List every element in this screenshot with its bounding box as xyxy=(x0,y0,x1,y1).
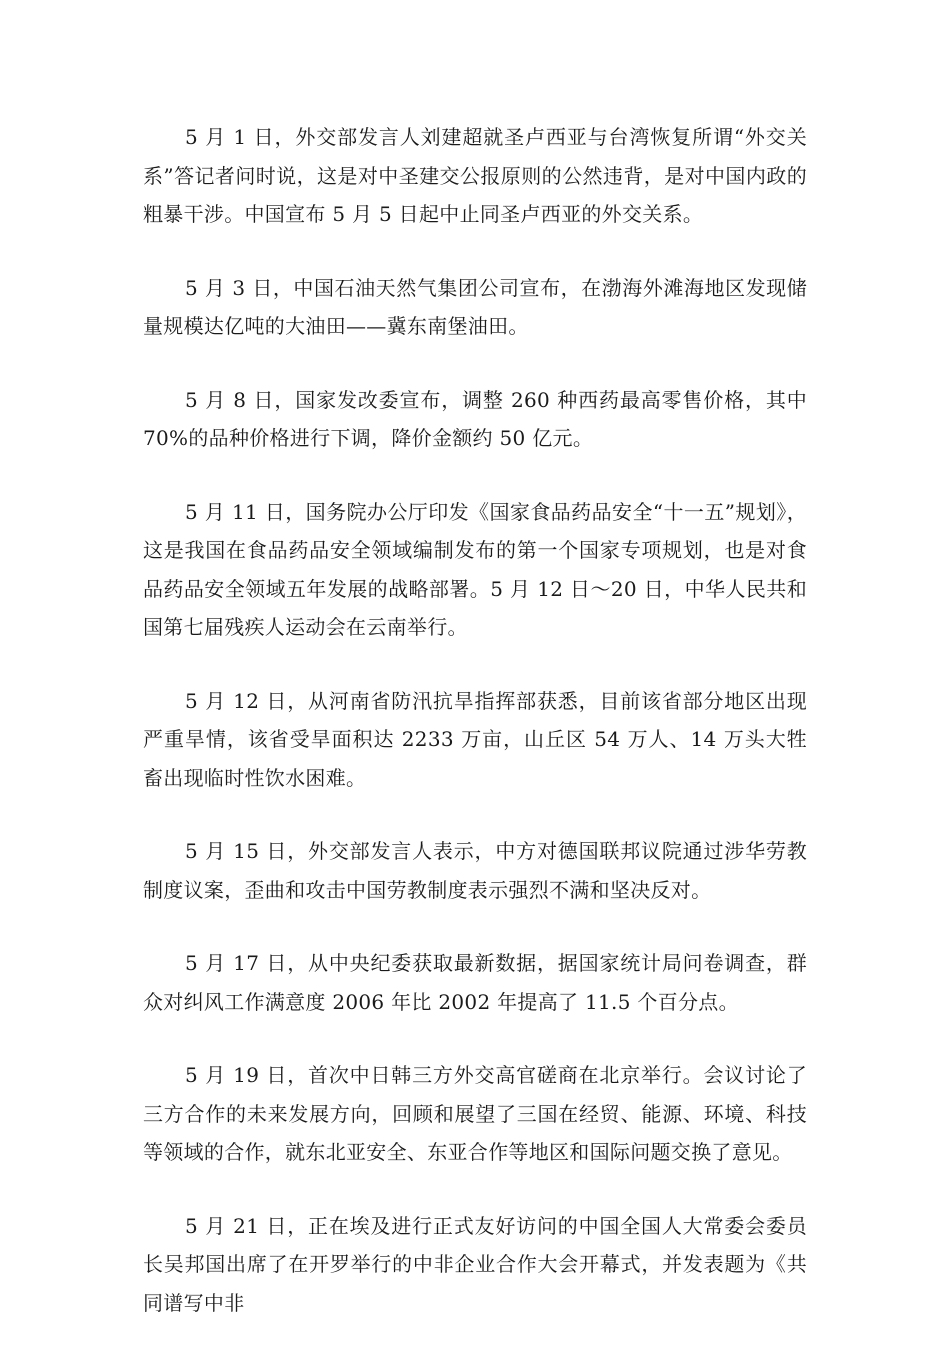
paragraph-may-15: 5 月 15 日，外交部发言人表示，中方对德国联邦议院通过涉华劳教制度议案，歪曲和攻击中国劳教制度表示强烈不满和坚决反对。 xyxy=(143,839,807,902)
paragraph-may-8: 5 月 8 日，国家发改委宣布，调整 260 种西药最高零售价格，其中 70%的品种价格进行下调，降价金额约 50 亿元。 xyxy=(143,387,807,450)
paragraph-may-11: 5 月 11 日，国务院办公厅印发《国家食品药品安全“十一五”规划》，这是我国在食品药品安全领域编制发布的第一个国家专项规划，也是对食品药品安全领域五年发展的战略部署。5 月 12 日～20 日，中华人民共和国第七届残疾人运动会在云南举行。 xyxy=(143,499,807,639)
paragraph-may-12: 5 月 12 日，从河南省防汛抗旱指挥部获悉，目前该省部分地区出现严重旱情，该省受旱面积达 2233 万亩，山丘区 54 万人、14 万头大牲畜出现临时性饮水困难。 xyxy=(143,688,807,790)
paragraph-may-21: 5 月 21 日，正在埃及进行正式友好访问的中国全国人大常委会委员长吴邦国出席了在开罗举行的中非企业合作大会开幕式，并发表题为《共同谱写中非 xyxy=(143,1213,807,1315)
paragraph-may-17: 5 月 17 日，从中央纪委获取最新数据，据国家统计局问卷调查，群众对纠风工作满意度 2006 年比 2002 年提高了 11.5 个百分点。 xyxy=(143,951,807,1014)
document-body xyxy=(143,118,807,1357)
paragraph-may-19: 5 月 19 日，首次中日韩三方外交高官磋商在北京举行。会议讨论了三方合作的未来发展方向，回顾和展望了三国在经贸、能源、环境、科技等领域的合作，就东北亚安全、东亚合作等地区和国际问题交换了意见。 xyxy=(143,1063,807,1164)
paragraph-may-3: 5 月 3 日，中国石油天然气集团公司宣布，在渤海外滩海地区发现储量规模达亿吨的大油田——冀东南堡油田。 xyxy=(143,275,807,338)
paragraph-may-1: 5 月 1 日，外交部发言人刘建超就圣卢西亚与台湾恢复所谓“外交关系”答记者问时说，这是对中圣建交公报原则的公然违背，是对中国内政的粗暴干涉。中国宣布 5 月 5 日起中止同圣卢西亚的外交关系。 xyxy=(143,125,807,226)
